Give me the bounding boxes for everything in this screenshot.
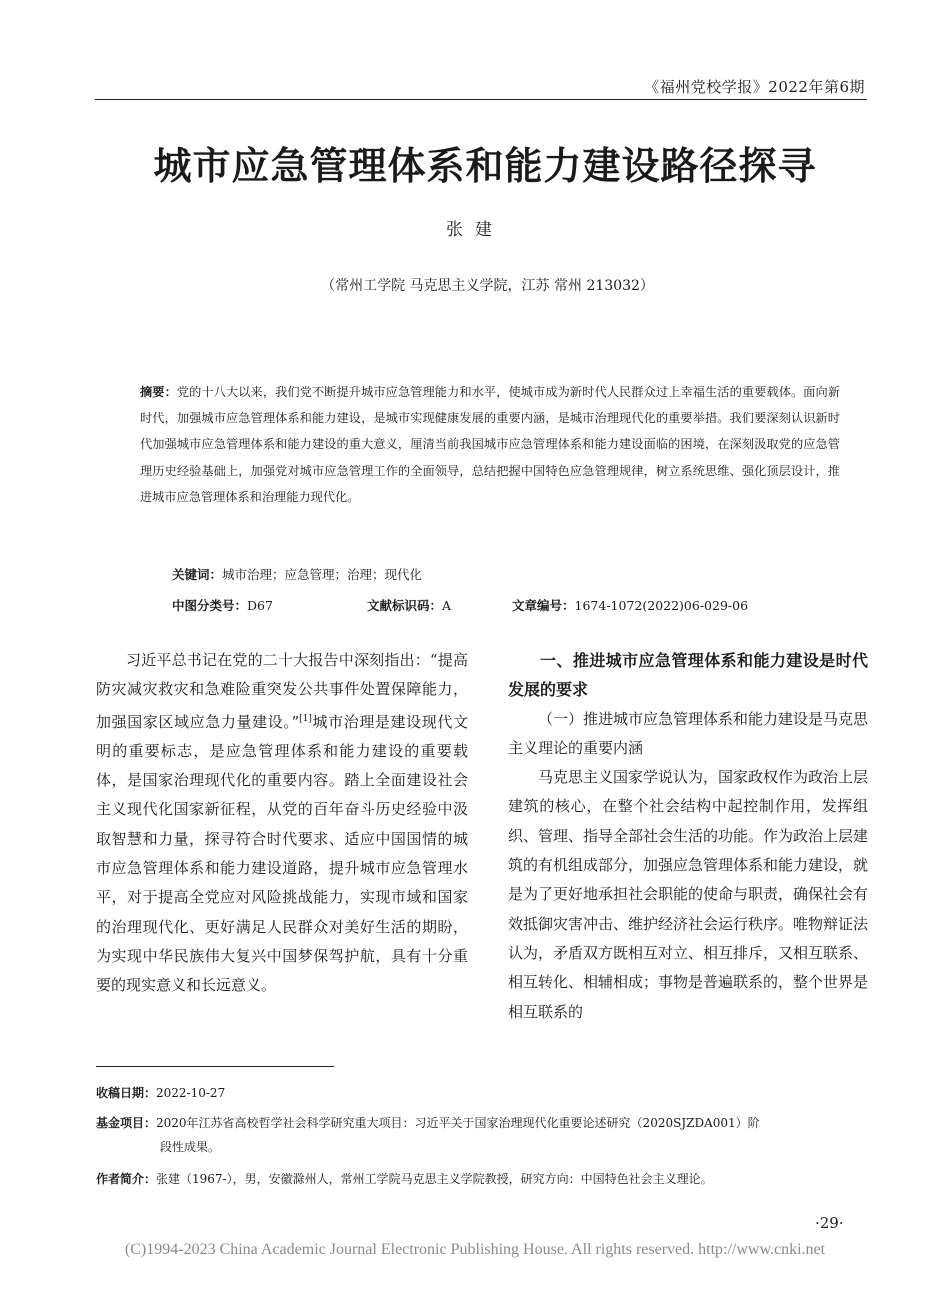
author-bio-label: 作者简介： [96, 1172, 157, 1186]
article-number-value: 1674-1072(2022)06-029-06 [574, 598, 749, 613]
article-number-label: 文章编号： [512, 598, 575, 613]
clc-label: 中图分类号： [172, 598, 248, 613]
intro-text: 习近平总书记在党的二十大报告中深刻指出：“提高防灾减灾救灾和急难险重突发公共事件处置保障能力，加强国家区域应急力量建设。” [96, 651, 468, 731]
fund-label: 基金项目： [96, 1116, 157, 1130]
footnote-received [96, 1081, 866, 1105]
body-paragraph: 马克思主义国家学说认为，国家政权作为政治上层建筑的核心，在整个社会结构中起控制作用，发挥组织、管理、指导全部社会生活的功能。作为政治上层建筑的有机组成部分，加强应急管理体系和能力建设，就是为了更好地承担社会职能的使命与职责，确保社会有效抵御灾害冲击、维护经济社会运行秩序。唯物辩证法认为，矛盾双方既相互对立、相互排斥，又相互联系、相互转化、相辅相成；事物是普遍联系的，整个世界是相互联系的 [508, 768, 869, 1021]
body-right-column [508, 646, 868, 1027]
intro-text-cont: 城市治理是建设现代文明的重要标志，是应急管理体系和能力建设的重要载体，是国家治理现代化的重要内容。踏上全面建设社会主义现代化国家新征程，从党的百年奋斗历史经验中汲取智慧和力量，探寻符合时代要求、适应中国国情的城市应急管理体系和能力建设道路，提升城市应急管理水平，对于提高全党应对风险挑战能力，实现市域和国家的治理现代化、更好满足人民群众对美好生活的期盼，为实现中华民族伟大复兴中国梦保驾护航，具有十分重要的现实意义和长远意义。 [96, 712, 468, 995]
footnote-rule [96, 1066, 334, 1067]
header-rule [95, 99, 867, 100]
author-bio-value: 张建（1967-），男，安徽滁州人，常州工学院马克思主义学院教授，研究方向：中国特色社会主义理论。 [156, 1172, 713, 1186]
keywords [172, 565, 422, 583]
clc-number [172, 596, 273, 614]
subsection-heading: （一）推进城市应急管理体系和能力建设是马克思主义理论的重要内涵 [508, 709, 869, 757]
doc-code-value: A [442, 598, 452, 613]
abstract-text: 党的十八大以来，我们党不断提升城市应急管理能力和水平，使城市成为新时代人民群众过上幸福生活的重要载体。面向新时代，加强城市应急管理体系和能力建设，是城市实现健康发展的重要内涵，是城市治理现代化的重要举措。我们要深刻认识新时代加强城市应急管理体系和能力建设的重大意义，厘清当前我国城市应急管理体系和能力建设面临的困境，在深刻汲取党的应急管理历史经验基础上，加强党对城市应急管理工作的全面领导，总结把握中国特色应急管理规律，树立系统思维、强化顶层设计，推进城市应急管理体系和治理能力现代化。 [140, 385, 841, 504]
fund-value: 2020年江苏省高校哲学社会科学研究重大项目：习近平关于国家治理现代化重要论述研究（2020SJZDA001）阶 [156, 1116, 760, 1130]
footnote-fund [96, 1111, 866, 1159]
abstract-label: 摘要： [140, 385, 177, 399]
copyright-watermark: (C)1994-2023 China Academic Journal Electronic Publishing House. All rights reserved. http://www.cnki.net [124, 1241, 826, 1258]
abstract [140, 379, 840, 510]
received-label: 收稿日期： [96, 1086, 157, 1100]
section-heading: 一、推进城市应急管理体系和能力建设是时代发展的要求 [508, 651, 868, 700]
received-value: 2022-10-27 [156, 1086, 226, 1100]
document-code [367, 596, 451, 614]
body-left-column [96, 646, 468, 1001]
author-name: 张建 [446, 220, 504, 240]
paper-title: 城市应急管理体系和能力建设路径探寻 [153, 144, 817, 188]
article-number [512, 596, 748, 614]
doc-code-label: 文献标识码： [367, 598, 443, 613]
clc-value: D67 [247, 598, 273, 613]
keywords-label: 关键词： [172, 567, 223, 582]
keywords-text: 城市治理；应急管理；治理；现代化 [222, 567, 423, 582]
citation-ref[interactable]: [1] [299, 713, 312, 724]
journal-header: 《福州党校学报》2022年第6期 [644, 78, 865, 96]
page-number: ·29· [815, 1214, 844, 1232]
fund-value-cont: 段性成果。 [160, 1140, 221, 1154]
intro-paragraph [96, 646, 468, 1001]
footnote-author-bio [96, 1167, 866, 1191]
author-affiliation: （常州工学院 马克思主义学院，江苏 常州 213032） [321, 278, 654, 294]
